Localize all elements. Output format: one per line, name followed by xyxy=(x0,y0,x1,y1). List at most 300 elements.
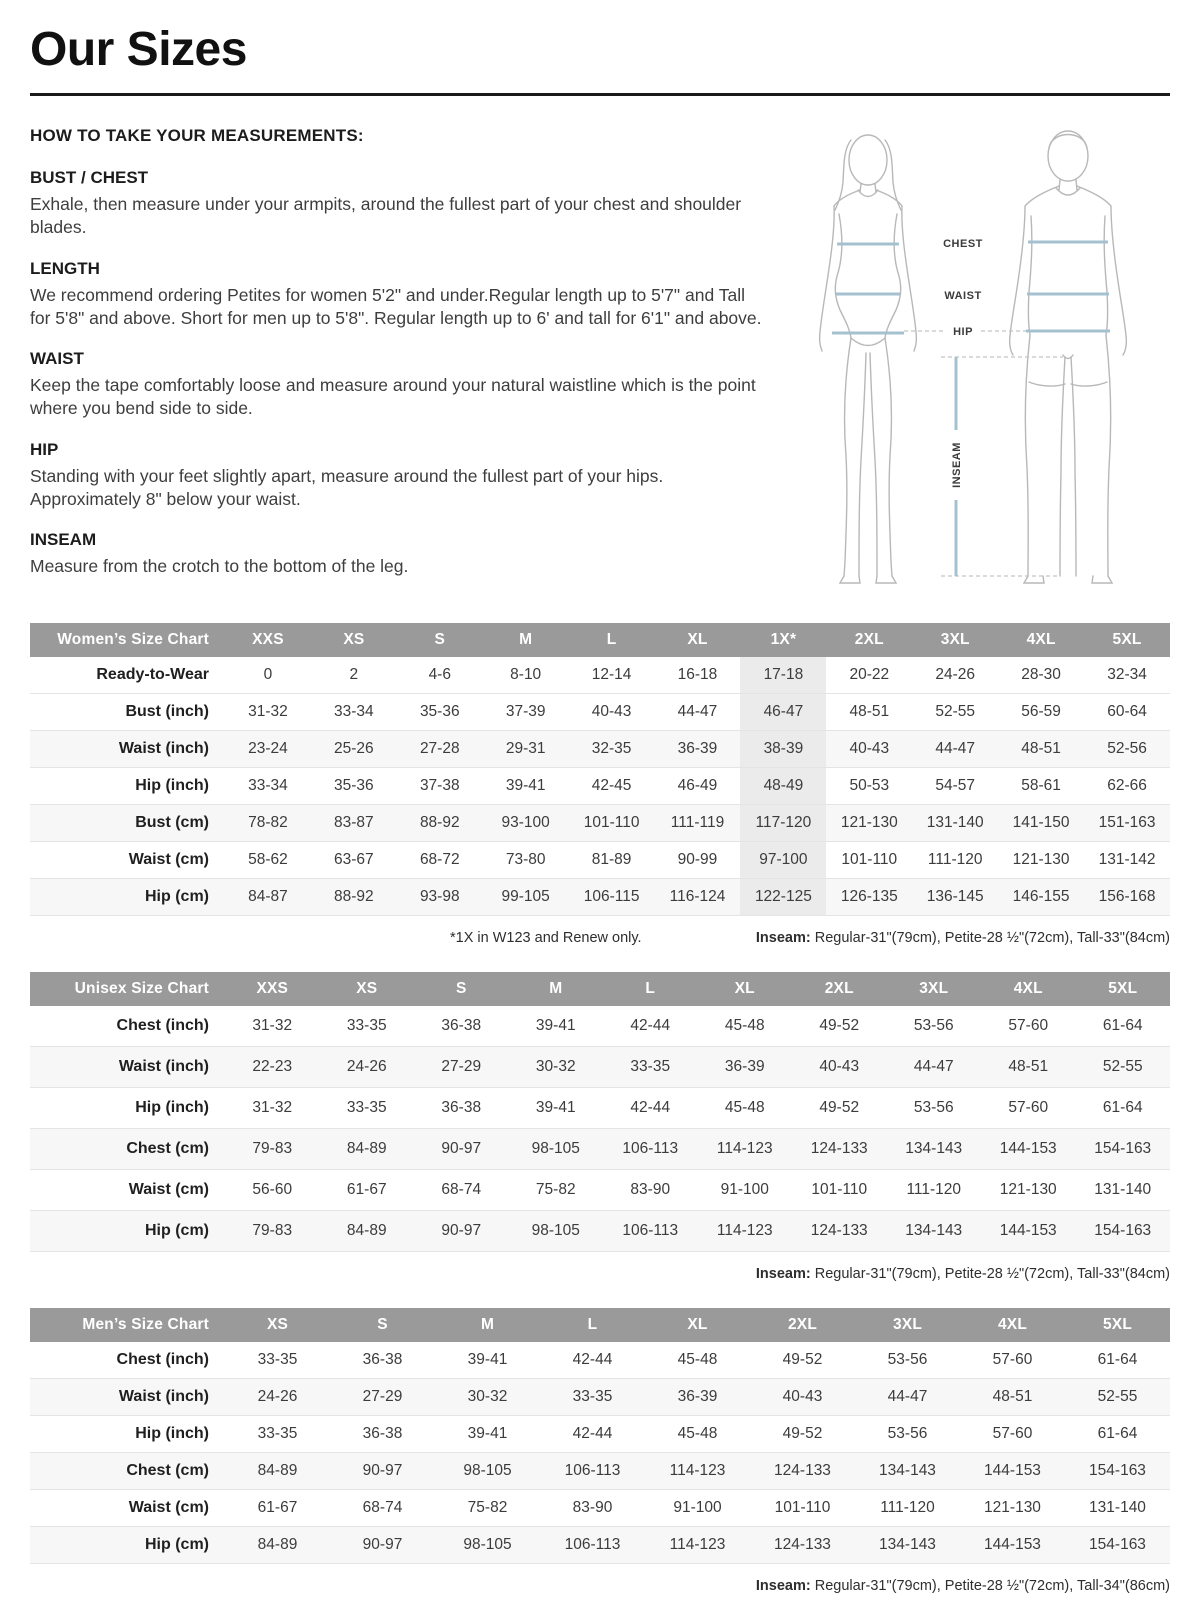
size-cell: 53-56 xyxy=(887,1351,928,1369)
size-cell: 52-56 xyxy=(1107,740,1147,758)
size-column-header: 4XL xyxy=(998,623,1084,657)
women-size-chart xyxy=(30,623,1170,916)
size-cell: 106-113 xyxy=(622,1222,679,1240)
size-cell: 33-34 xyxy=(248,777,288,795)
table-row xyxy=(30,1088,1170,1129)
size-cell: 121-130 xyxy=(999,1181,1057,1199)
table-title: Unisex Size Chart xyxy=(30,972,225,1006)
size-cell: 0 xyxy=(263,666,273,684)
size-column-header: L xyxy=(569,623,655,657)
size-column-header: XL xyxy=(645,1308,750,1342)
size-cell: 35-36 xyxy=(419,703,460,721)
size-table xyxy=(30,972,1170,1252)
size-cell: 98-105 xyxy=(463,1462,512,1480)
size-cell: 61-64 xyxy=(1102,1017,1143,1035)
row-label: Hip (inch) xyxy=(135,1099,209,1117)
footnote-inseam-label: Inseam: xyxy=(755,1266,811,1283)
size-cell: 24-26 xyxy=(346,1058,387,1076)
table-row xyxy=(30,879,1170,916)
table-row xyxy=(30,1047,1170,1088)
size-cell: 40-43 xyxy=(782,1388,823,1406)
row-label: Bust (cm) xyxy=(135,814,209,832)
size-cell: 48-51 xyxy=(992,1388,1033,1406)
size-cell: 33-35 xyxy=(346,1017,387,1035)
size-cell: 57-60 xyxy=(1008,1099,1049,1117)
size-column-header: 5XL xyxy=(1084,623,1170,657)
size-cell: 8-10 xyxy=(510,666,542,684)
size-cell: 32-34 xyxy=(1107,666,1147,684)
title-divider xyxy=(30,93,1170,96)
size-cell: 83-87 xyxy=(334,814,374,832)
size-cell: 114-123 xyxy=(716,1140,773,1158)
size-cell: 124-133 xyxy=(774,1536,831,1554)
size-cell: 151-163 xyxy=(1098,814,1156,832)
footnote-inseam xyxy=(756,1578,1170,1594)
size-cell: 116-124 xyxy=(669,888,726,906)
size-cell: 40-43 xyxy=(819,1058,860,1076)
table-row xyxy=(30,1006,1170,1047)
size-column-header: XL xyxy=(655,623,741,657)
row-label: Hip (cm) xyxy=(145,1222,209,1240)
instruction-section-bust xyxy=(30,168,765,240)
top-section xyxy=(30,120,1170,597)
size-cell: 90-97 xyxy=(362,1462,403,1480)
size-cell: 56-59 xyxy=(1021,703,1061,721)
size-cell: 42-44 xyxy=(572,1425,613,1443)
size-cell: 56-60 xyxy=(252,1181,293,1199)
size-cell: 84-89 xyxy=(346,1140,387,1158)
size-cell: 154-163 xyxy=(1089,1462,1146,1480)
size-cell: 78-82 xyxy=(248,814,288,832)
instruction-section-hip xyxy=(30,440,765,512)
size-cell: 131-140 xyxy=(1089,1499,1146,1517)
size-cell: 101-110 xyxy=(774,1499,831,1517)
size-cell: 73-80 xyxy=(505,851,546,869)
row-label: Hip (inch) xyxy=(135,777,209,795)
size-cell: 62-66 xyxy=(1107,777,1147,795)
size-cell: 44-47 xyxy=(913,1058,954,1076)
men-table-footnotes xyxy=(30,1578,1170,1594)
table-title: Women’s Size Chart xyxy=(30,623,225,657)
size-cell: 12-14 xyxy=(591,666,632,684)
section-body: Measure from the crotch to the bottom of the leg. xyxy=(30,556,409,577)
size-cell: 106-113 xyxy=(564,1462,621,1480)
size-cell: 99-105 xyxy=(501,888,550,906)
size-cell: 39-41 xyxy=(467,1351,508,1369)
section-body: Keep the tape comfortably loose and measure around your natural waistline which is the point where you bend side to side. xyxy=(30,375,756,419)
size-cell: 33-35 xyxy=(630,1058,671,1076)
size-column-header: S xyxy=(330,1308,435,1342)
instructions-heading: HOW TO TAKE YOUR MEASUREMENTS: xyxy=(30,126,364,145)
size-cell: 36-38 xyxy=(441,1099,482,1117)
footnote-inseam xyxy=(756,930,1170,946)
size-cell: 144-153 xyxy=(999,1222,1057,1240)
waist-label: WAIST xyxy=(943,290,982,302)
size-cell: 134-143 xyxy=(879,1462,936,1480)
size-cell: 98-105 xyxy=(531,1140,580,1158)
size-cell: 33-35 xyxy=(257,1425,298,1443)
size-cell: 39-41 xyxy=(535,1099,576,1117)
size-cell: 57-60 xyxy=(992,1425,1033,1443)
size-cell: 48-51 xyxy=(1021,740,1061,758)
table-row xyxy=(30,1379,1170,1416)
size-cell: 91-100 xyxy=(720,1181,769,1199)
size-cell: 54-57 xyxy=(935,777,976,795)
size-cell: 46-49 xyxy=(677,777,718,795)
size-cell: 156-168 xyxy=(1098,888,1156,906)
size-column-header: 3XL xyxy=(855,1308,960,1342)
size-column-header: XS xyxy=(311,623,397,657)
size-cell: 53-56 xyxy=(913,1017,954,1035)
size-cell: 90-99 xyxy=(677,851,718,869)
unisex-table-footnotes xyxy=(30,1266,1170,1282)
size-cell: 17-18 xyxy=(740,657,826,694)
size-cell: 111-120 xyxy=(927,851,983,869)
size-cell: 68-72 xyxy=(419,851,460,869)
size-cell: 24-26 xyxy=(935,666,976,684)
table-row xyxy=(30,768,1170,805)
size-cell: 154-163 xyxy=(1089,1536,1146,1554)
table-header-row xyxy=(30,972,1170,1006)
size-cell: 90-97 xyxy=(362,1536,403,1554)
footnote-inseam-text: Regular-31"(79cm), Petite-28 ½"(72cm), Tall-33"(84cm) xyxy=(814,930,1170,947)
footnote-inseam-label: Inseam: xyxy=(755,1578,811,1595)
size-cell: 49-52 xyxy=(782,1351,823,1369)
size-cell: 98-105 xyxy=(463,1536,512,1554)
size-cell: 79-83 xyxy=(252,1222,293,1240)
size-cell: 57-60 xyxy=(992,1351,1033,1369)
size-cell: 20-22 xyxy=(849,666,890,684)
table-row xyxy=(30,657,1170,694)
size-cell: 49-52 xyxy=(782,1425,823,1443)
section-title: WAIST xyxy=(30,349,84,369)
size-cell: 37-39 xyxy=(505,703,546,721)
table-row xyxy=(30,842,1170,879)
size-cell: 154-163 xyxy=(1094,1140,1152,1158)
size-cell: 111-120 xyxy=(906,1181,962,1199)
size-cell: 42-44 xyxy=(630,1017,671,1035)
size-cell: 61-67 xyxy=(346,1181,387,1199)
size-cell: 27-29 xyxy=(362,1388,403,1406)
section-title: BUST / CHEST xyxy=(30,168,149,187)
size-cell: 144-153 xyxy=(984,1462,1041,1480)
row-label: Waist (cm) xyxy=(128,1499,209,1517)
size-cell: 49-52 xyxy=(819,1017,860,1035)
row-label: Bust (inch) xyxy=(125,703,209,721)
size-cell: 53-56 xyxy=(913,1099,954,1117)
section-body: We recommend ordering Petites for women 5'2" and under.Regular length up to 5'7" and Tall for 5'8" and above. Short for men up to 5'8". Regular length up to 6' and tall for 6'1" and above. xyxy=(30,284,762,328)
size-cell: 90-97 xyxy=(441,1222,482,1240)
men-size-chart xyxy=(30,1308,1170,1564)
row-label: Hip (cm) xyxy=(145,1536,209,1554)
size-cell: 117-120 xyxy=(740,805,826,842)
size-table xyxy=(30,623,1170,916)
size-cell: 38-39 xyxy=(740,731,826,768)
size-cell: 84-89 xyxy=(257,1536,298,1554)
size-column-header: 1X* xyxy=(740,623,826,657)
unisex-size-chart xyxy=(30,972,1170,1252)
footnote-1x-note: *1X in W123 and Renew only. xyxy=(450,930,642,947)
size-cell: 31-32 xyxy=(248,703,288,721)
size-cell: 36-38 xyxy=(362,1351,403,1369)
size-cell: 58-61 xyxy=(1021,777,1061,795)
size-cell: 36-39 xyxy=(724,1058,765,1076)
size-cell: 114-123 xyxy=(716,1222,773,1240)
size-column-header: 3XL xyxy=(887,972,982,1006)
size-cell: 27-29 xyxy=(441,1058,482,1076)
section-title: LENGTH xyxy=(30,258,100,278)
size-cell: 134-143 xyxy=(905,1222,963,1240)
size-cell: 75-82 xyxy=(467,1499,508,1517)
size-cell: 154-163 xyxy=(1094,1222,1152,1240)
size-cell: 46-47 xyxy=(740,694,826,731)
size-cell: 60-64 xyxy=(1107,703,1147,721)
size-cell: 33-35 xyxy=(346,1099,387,1117)
size-cell: 131-140 xyxy=(1094,1181,1152,1199)
size-cell: 101-110 xyxy=(811,1181,868,1199)
size-cell: 144-153 xyxy=(984,1536,1041,1554)
size-cell: 40-43 xyxy=(591,703,632,721)
table-row xyxy=(30,1129,1170,1170)
size-cell: 106-113 xyxy=(564,1536,621,1554)
size-cell: 68-74 xyxy=(441,1181,482,1199)
size-cell: 83-90 xyxy=(630,1181,671,1199)
size-cell: 36-38 xyxy=(441,1017,482,1035)
table-row xyxy=(30,1490,1170,1527)
size-cell: 31-32 xyxy=(252,1099,293,1117)
size-cell: 144-153 xyxy=(999,1140,1057,1158)
size-cell: 28-30 xyxy=(1021,666,1061,684)
size-cell: 136-145 xyxy=(926,888,984,906)
footnote-inseam-label: Inseam: xyxy=(755,930,811,947)
woman-figure xyxy=(819,135,916,583)
size-column-header: XS xyxy=(225,1308,330,1342)
size-cell: 141-150 xyxy=(1012,814,1070,832)
table-row xyxy=(30,1211,1170,1252)
size-cell: 39-41 xyxy=(467,1425,508,1443)
size-cell: 44-47 xyxy=(935,740,976,758)
footnote-inseam xyxy=(756,1266,1170,1282)
size-cell: 75-82 xyxy=(535,1181,576,1199)
row-label: Waist (inch) xyxy=(118,740,209,758)
row-label: Chest (inch) xyxy=(116,1017,209,1035)
row-label: Waist (cm) xyxy=(128,851,209,869)
measurement-instructions xyxy=(30,120,765,597)
size-column-header: 5XL xyxy=(1065,1308,1170,1342)
size-cell: 121-130 xyxy=(1012,851,1070,869)
section-body: Exhale, then measure under your armpits, around the fullest part of your chest and shoulder blades. xyxy=(30,194,742,238)
size-cell: 93-98 xyxy=(419,888,460,906)
size-cell: 61-67 xyxy=(257,1499,298,1517)
size-cell: 134-143 xyxy=(879,1536,936,1554)
size-column-header: 2XL xyxy=(750,1308,855,1342)
size-cell: 106-113 xyxy=(622,1140,679,1158)
size-cell: 44-47 xyxy=(887,1388,928,1406)
size-cell: 45-48 xyxy=(677,1425,718,1443)
size-cell: 90-97 xyxy=(441,1140,482,1158)
table-row xyxy=(30,694,1170,731)
size-cell: 79-83 xyxy=(252,1140,293,1158)
size-cell: 37-38 xyxy=(419,777,460,795)
size-column-header: 2XL xyxy=(792,972,887,1006)
size-cell: 42-45 xyxy=(591,777,632,795)
size-cell: 131-142 xyxy=(1098,851,1156,869)
chest-label: CHEST xyxy=(942,238,983,250)
size-cell: 23-24 xyxy=(248,740,288,758)
size-column-header: S xyxy=(397,623,483,657)
size-cell: 106-115 xyxy=(583,888,640,906)
instruction-section-length xyxy=(30,259,765,331)
size-cell: 52-55 xyxy=(1102,1058,1143,1076)
women-table-footnotes xyxy=(30,930,1170,946)
size-cell: 114-123 xyxy=(669,1462,726,1480)
size-cell: 83-90 xyxy=(572,1499,613,1517)
size-cell: 52-55 xyxy=(1097,1388,1138,1406)
size-cell: 48-51 xyxy=(849,703,890,721)
page-title: Our Sizes xyxy=(30,23,247,76)
hip-label: HIP xyxy=(952,326,973,338)
size-cell: 61-64 xyxy=(1097,1425,1138,1443)
size-cell: 131-140 xyxy=(926,814,984,832)
size-cell: 27-28 xyxy=(419,740,460,758)
table-row xyxy=(30,1342,1170,1379)
row-label: Waist (cm) xyxy=(128,1181,209,1199)
size-cell: 42-44 xyxy=(572,1351,613,1369)
size-cell: 84-89 xyxy=(257,1462,298,1480)
size-cell: 36-38 xyxy=(362,1425,403,1443)
size-cell: 124-133 xyxy=(810,1222,868,1240)
size-cell: 49-52 xyxy=(819,1099,860,1117)
size-cell: 57-60 xyxy=(1008,1017,1049,1035)
size-cell: 24-26 xyxy=(257,1388,298,1406)
body-measurement-illustration xyxy=(768,124,1168,594)
size-cell: 4-6 xyxy=(428,666,451,684)
size-column-header: 4XL xyxy=(960,1308,1065,1342)
section-title: HIP xyxy=(30,439,59,459)
table-header-row xyxy=(30,623,1170,657)
size-cell: 22-23 xyxy=(252,1058,293,1076)
size-cell: 58-62 xyxy=(248,851,288,869)
size-cell: 98-105 xyxy=(531,1222,580,1240)
size-cell: 2 xyxy=(349,666,359,684)
size-cell: 53-56 xyxy=(887,1425,928,1443)
inseam-label: INSEAM xyxy=(950,442,963,488)
size-cell: 91-100 xyxy=(673,1499,722,1517)
table-title: Men’s Size Chart xyxy=(30,1308,225,1342)
size-column-header: 4XL xyxy=(981,972,1076,1006)
size-column-header: XXS xyxy=(225,623,311,657)
size-cell: 114-123 xyxy=(669,1536,726,1554)
size-column-header: 3XL xyxy=(912,623,998,657)
table-row xyxy=(30,805,1170,842)
size-cell: 61-64 xyxy=(1097,1351,1138,1369)
size-cell: 48-49 xyxy=(740,768,826,805)
size-cell: 45-48 xyxy=(724,1017,765,1035)
size-cell: 134-143 xyxy=(905,1140,963,1158)
size-cell: 81-89 xyxy=(591,851,632,869)
size-cell: 33-35 xyxy=(572,1388,613,1406)
size-cell: 45-48 xyxy=(724,1099,765,1117)
size-cell: 124-133 xyxy=(810,1140,868,1158)
row-label: Chest (cm) xyxy=(126,1140,209,1158)
size-cell: 48-51 xyxy=(1008,1058,1049,1076)
row-label: Waist (inch) xyxy=(118,1388,209,1406)
size-cell: 68-74 xyxy=(362,1499,403,1517)
size-cell: 111-120 xyxy=(880,1499,935,1517)
size-cell: 121-130 xyxy=(840,814,898,832)
row-label: Hip (inch) xyxy=(135,1425,209,1443)
size-cell: 88-92 xyxy=(334,888,374,906)
size-column-header: L xyxy=(603,972,698,1006)
footnote-inseam-text: Regular-31"(79cm), Petite-28 ½"(72cm), Tall-34"(86cm) xyxy=(814,1578,1170,1595)
size-cell: 61-64 xyxy=(1102,1099,1143,1117)
size-column-header: 2XL xyxy=(826,623,912,657)
size-cell: 88-92 xyxy=(419,814,460,832)
size-column-header: S xyxy=(414,972,509,1006)
size-column-header: XL xyxy=(698,972,793,1006)
size-table xyxy=(30,1308,1170,1564)
row-label: Hip (cm) xyxy=(145,888,209,906)
row-label: Ready-to-Wear xyxy=(96,666,209,684)
size-cell: 39-41 xyxy=(505,777,546,795)
size-cell: 93-100 xyxy=(501,814,550,832)
measurement-guides xyxy=(904,236,1063,576)
size-cell: 30-32 xyxy=(467,1388,508,1406)
size-cell: 50-53 xyxy=(849,777,890,795)
size-column-header: M xyxy=(509,972,604,1006)
table-row xyxy=(30,1416,1170,1453)
size-cell: 36-39 xyxy=(677,1388,718,1406)
instruction-section-inseam xyxy=(30,530,765,578)
section-body: Standing with your feet slightly apart, measure around the fullest part of your hips. Approximately 8" below your waist. xyxy=(30,465,664,509)
size-cell: 31-32 xyxy=(252,1017,293,1035)
size-cell: 121-130 xyxy=(984,1499,1041,1517)
size-column-header: XXS xyxy=(225,972,320,1006)
measurement-diagram xyxy=(765,120,1170,597)
size-cell: 52-55 xyxy=(935,703,976,721)
size-cell: 97-100 xyxy=(740,842,826,879)
size-column-header: 5XL xyxy=(1076,972,1171,1006)
size-cell: 25-26 xyxy=(334,740,374,758)
size-cell: 29-31 xyxy=(505,740,546,758)
size-cell: 126-135 xyxy=(840,888,898,906)
size-column-header: XS xyxy=(320,972,415,1006)
size-cell: 63-67 xyxy=(334,851,374,869)
size-cell: 39-41 xyxy=(535,1017,576,1035)
table-row xyxy=(30,1453,1170,1490)
size-cell: 33-35 xyxy=(257,1351,298,1369)
size-cell: 32-35 xyxy=(591,740,632,758)
table-header-row xyxy=(30,1308,1170,1342)
size-column-header: M xyxy=(435,1308,540,1342)
size-cell: 33-34 xyxy=(334,703,374,721)
size-cell: 111-119 xyxy=(670,814,725,832)
size-cell: 44-47 xyxy=(677,703,718,721)
instruction-section-waist xyxy=(30,349,765,421)
section-title: INSEAM xyxy=(30,530,97,550)
size-cell: 101-110 xyxy=(583,814,640,832)
size-cell: 122-125 xyxy=(740,879,826,916)
size-cell: 42-44 xyxy=(630,1099,671,1117)
size-cell: 124-133 xyxy=(774,1462,831,1480)
size-cell: 84-89 xyxy=(346,1222,387,1240)
table-row xyxy=(30,731,1170,768)
row-label: Waist (inch) xyxy=(118,1058,209,1076)
size-cell: 101-110 xyxy=(841,851,898,869)
table-row xyxy=(30,1527,1170,1564)
size-cell: 45-48 xyxy=(677,1351,718,1369)
table-row xyxy=(30,1170,1170,1211)
